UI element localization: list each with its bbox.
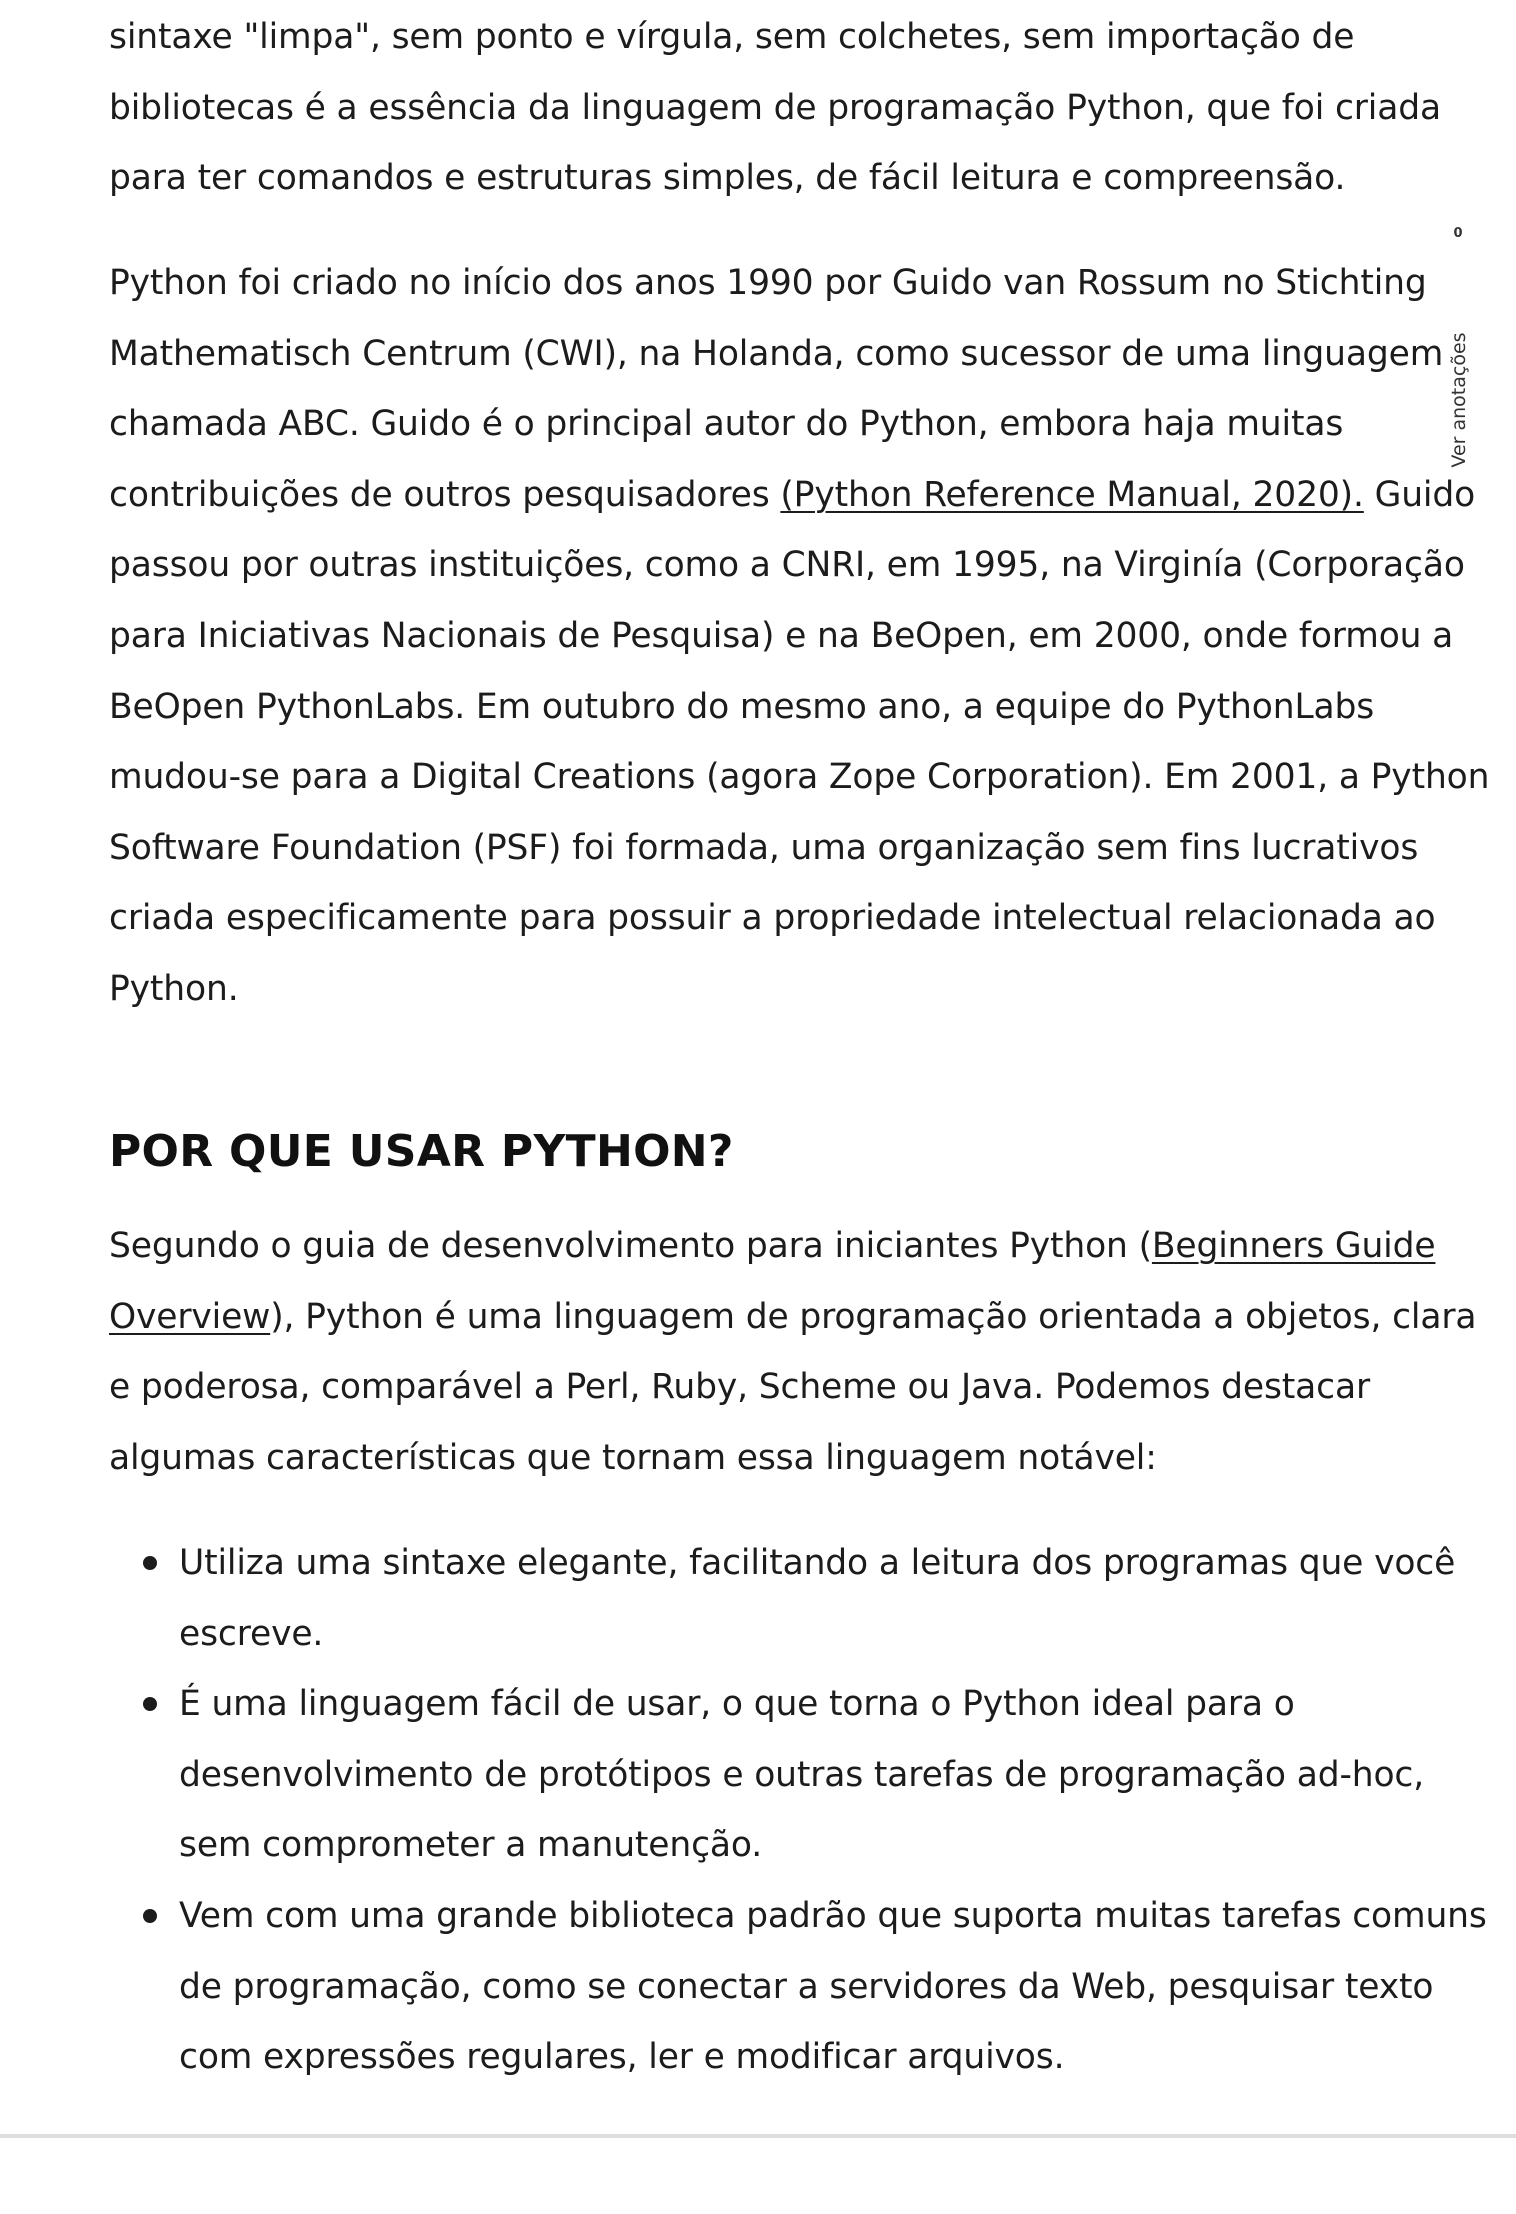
paragraph-history-text-1: Python foi criado no início dos anos 1990 por Guido van Rossum no Stichting Mathematisch Centrum (CWI), na Holanda, como sucessor de uma linguagem chamada ABC. Guido é o principal autor do Python, embora haja muitas contribuições de outros pesquisadores bbox=[109, 263, 1444, 515]
paragraph-why-python bbox=[109, 1211, 1491, 1493]
paragraph-history bbox=[109, 248, 1491, 1025]
paragraph-why-text-2: ), Python é uma linguagem de programação orientada a objetos, clara e poderosa, comparável a Perl, Ruby, Scheme ou Java. Podemos destacar algumas características que tornam essa linguagem notável: bbox=[109, 1296, 1477, 1478]
paragraph-intro: sintaxe "limpa", sem ponto e vírgula, sem colchetes, sem importação de bibliotecas é a essência da linguagem de programação Python, que foi criada para ter comandos e estruturas simples, de fácil leitura e compreensão. bbox=[109, 17, 1441, 199]
annotations-count: 0 bbox=[1453, 226, 1463, 241]
list-item-text: Vem com uma grande biblioteca padrão que suporta muitas tarefas comuns de programação, como se conectar a servidores da Web, pesquisar texto com expressões regulares, ler e modificar arquivos. bbox=[179, 1895, 1487, 2078]
bullet-icon bbox=[143, 1556, 157, 1570]
bullet-icon bbox=[143, 1697, 157, 1711]
bullet-icon bbox=[143, 1909, 157, 1923]
paragraph-why-text-1: Segundo o guia de desenvolvimento para iniciantes Python ( bbox=[109, 1226, 1152, 1266]
page-divider bbox=[0, 2134, 1516, 2138]
list-item bbox=[179, 1528, 1491, 1669]
reference-link-beginners-guide[interactable]: Beginners Guide Overview bbox=[109, 1226, 1436, 1337]
view-annotations-button[interactable]: Ver anotações bbox=[1448, 332, 1470, 468]
paragraph-history-text-2: Guido passou por outras instituições, como a CNRI, em 1995, na Virginía (Corporação para Iniciativas Nacionais de Pesquisa) e na BeOpen, em 2000, onde formou a BeOpen PythonLabs. Em outubro do mesmo ano, a equipe do PythonLabs mudou-se para a Digital Creations (agora Zope Corporation). Em 2001, a Python Software Foundation (PSF) foi formada, uma organização sem fins lucrativos criada especificamente para possuir a propriedade intelectual relacionada ao Python. bbox=[109, 474, 1490, 1009]
list-item-text: É uma linguagem fácil de usar, o que torna o Python ideal para o desenvolvimento de protótipos e outras tarefas de programação ad-hoc, sem comprometer a manutenção. bbox=[179, 1684, 1425, 1866]
list-item bbox=[179, 1669, 1491, 1881]
annotations-panel[interactable] bbox=[1426, 226, 1490, 506]
reference-link-python-manual[interactable]: (Python Reference Manual, 2020). bbox=[780, 474, 1364, 515]
list-item bbox=[179, 1881, 1491, 2093]
feature-list bbox=[109, 1528, 1491, 2093]
list-item-text: Utiliza uma sintaxe elegante, facilitando a leitura dos programas que você escreve. bbox=[179, 1543, 1456, 1654]
section-heading: POR QUE USAR PYTHON? bbox=[109, 1126, 734, 1177]
